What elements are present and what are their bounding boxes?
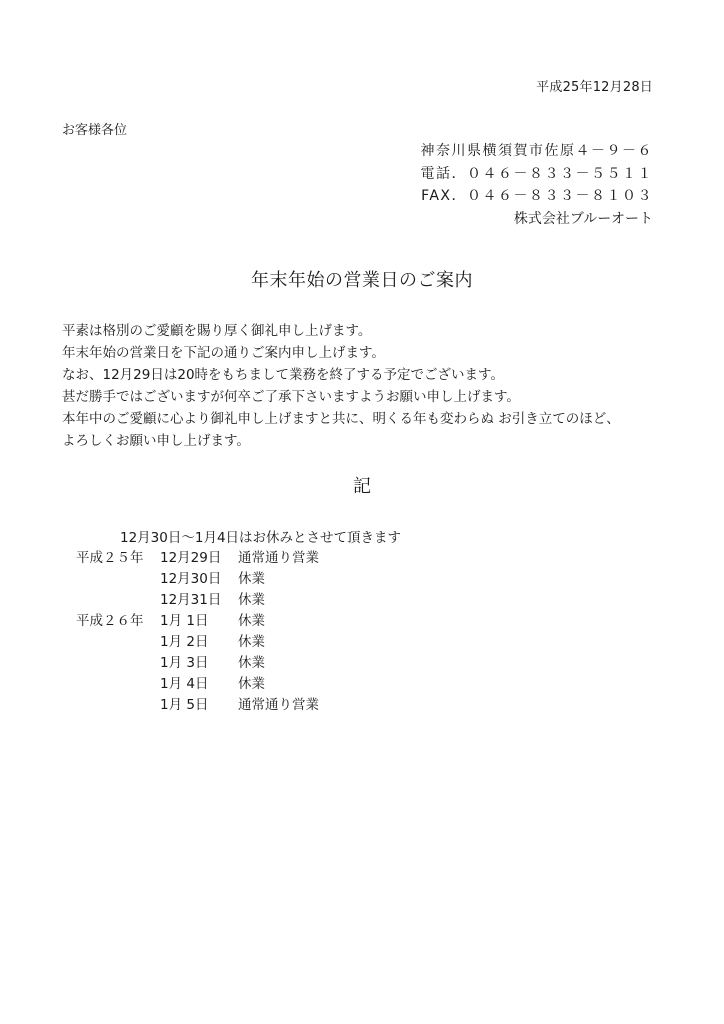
schedule-date: 12月29日 xyxy=(160,550,222,566)
body-line: 本年中のご愛顧に心より御礼申し上げますと共に、明くる年も変わらぬ お引き立てのほど、 xyxy=(62,411,620,427)
schedule-date: 1月 5日 xyxy=(160,697,209,713)
schedule-date: 1月 3日 xyxy=(160,655,209,671)
schedule-date: 1月 1日 xyxy=(160,613,209,629)
schedule-status: 通常通り営業 xyxy=(238,697,319,713)
body-line: 平素は格別のご愛顧を賜り厚く御礼申し上げます。 xyxy=(62,323,372,339)
schedule-status: 休業 xyxy=(238,655,265,671)
schedule-status: 休業 xyxy=(238,613,265,629)
schedule-date: 1月 4日 xyxy=(160,676,209,692)
schedule-year: 平成２５年 xyxy=(76,550,144,566)
sender-tel: 電話．０４６－８３３－５５１１ xyxy=(420,165,653,182)
schedule-year: 平成２６年 xyxy=(76,613,144,629)
schedule-status: 休業 xyxy=(238,676,265,692)
schedule-status: 通常通り営業 xyxy=(238,550,319,566)
body-line: 年末年始の営業日を下記の通りご案内申し上げます。 xyxy=(62,345,385,361)
schedule-date: 12月31日 xyxy=(160,592,222,608)
body-line: 甚だ勝手ではございますが何卒ご了承下さいますようお願い申し上げます。 xyxy=(62,389,520,405)
schedule-date: 12月30日 xyxy=(160,571,222,587)
schedule-status: 休業 xyxy=(238,592,265,608)
sender-block xyxy=(421,140,654,230)
sender-fax: FAX．０４６－８３３－８１０３ xyxy=(421,188,653,204)
sender-company: 株式会社ブルーオート xyxy=(513,210,653,227)
issue-date: 平成25年12月28日 xyxy=(536,80,653,95)
schedule-date: 1月 2日 xyxy=(160,634,209,650)
addressee: お客様各位 xyxy=(62,123,128,138)
ki-heading: 記 xyxy=(353,476,371,497)
body-line: よろしくお願い申し上げます。 xyxy=(62,433,250,449)
holiday-note: 12月30日～1月4日はお休みとさせて頂きます xyxy=(120,530,402,546)
schedule-status: 休業 xyxy=(238,571,265,587)
schedule-status: 休業 xyxy=(238,634,265,650)
document-title: 年末年始の営業日のご案内 xyxy=(251,270,473,291)
body-paragraph xyxy=(62,320,620,452)
body-line: なお、12月29日は20時をもちまして業務を終了する予定でございます。 xyxy=(62,367,504,383)
sender-address: 神奈川県横須賀市佐原４－９－６ xyxy=(420,143,653,159)
